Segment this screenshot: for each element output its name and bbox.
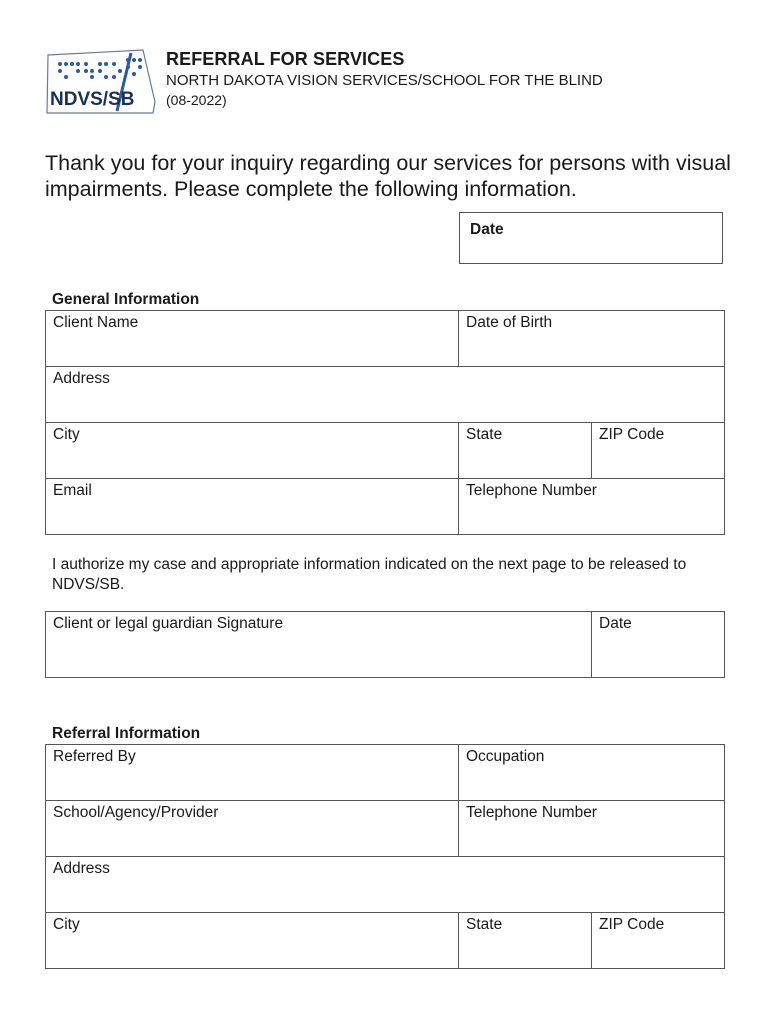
occupation-label: Occupation	[466, 748, 545, 765]
signature-label: Client or legal guardian Signature	[53, 615, 284, 632]
ndvs-sb-logo	[45, 47, 157, 114]
signature-date-label: Date	[599, 615, 632, 632]
logo-graphic	[45, 47, 157, 114]
address-field[interactable]	[46, 367, 725, 423]
general-info-table	[45, 310, 725, 535]
signature-table	[45, 611, 725, 678]
signature-date-field[interactable]	[592, 612, 725, 678]
referral-info-heading: Referral Information	[52, 725, 201, 742]
state-field[interactable]	[459, 423, 592, 479]
referral-zip-field[interactable]	[592, 913, 725, 969]
agency-field[interactable]	[46, 801, 459, 857]
agency-name: NORTH DAKOTA VISION SERVICES/SCHOOL FOR THE BLIND	[166, 72, 603, 89]
referral-telephone-label: Telephone Number	[466, 804, 597, 821]
occupation-field[interactable]	[459, 745, 725, 801]
email-label: Email	[53, 482, 92, 499]
referral-state-label: State	[466, 916, 503, 933]
referred-by-field[interactable]	[46, 745, 459, 801]
date-label: Date	[470, 221, 504, 238]
form-revision: (08-2022)	[166, 92, 227, 108]
referral-city-label: City	[53, 916, 80, 933]
email-field[interactable]	[46, 479, 459, 535]
client-name-label: Client Name	[53, 314, 139, 331]
agency-label: School/Agency/Provider	[53, 804, 219, 821]
intro-text: Thank you for your inquiry regarding our services for persons with visual impairments. Please complete the following information.	[45, 151, 731, 201]
logo-text: NDVS/SB	[50, 89, 135, 110]
dob-label: Date of Birth	[466, 314, 553, 331]
referral-zip-label: ZIP Code	[599, 916, 665, 933]
referral-telephone-field[interactable]	[459, 801, 725, 857]
referral-info-table	[45, 744, 725, 969]
general-info-heading: General Information	[52, 291, 200, 308]
referral-address-label: Address	[53, 860, 110, 877]
referral-address-field[interactable]	[46, 857, 725, 913]
zip-label: ZIP Code	[599, 426, 665, 443]
telephone-field[interactable]	[459, 479, 725, 535]
zip-field[interactable]	[592, 423, 725, 479]
referral-state-field[interactable]	[459, 913, 592, 969]
referred-by-label: Referred By	[53, 748, 136, 765]
referral-city-field[interactable]	[46, 913, 459, 969]
city-field[interactable]	[46, 423, 459, 479]
city-label: City	[53, 426, 80, 443]
dob-field[interactable]	[459, 311, 725, 367]
client-name-field[interactable]	[46, 311, 459, 367]
date-field[interactable]	[459, 212, 723, 264]
address-label: Address	[53, 370, 110, 387]
state-label: State	[466, 426, 503, 443]
authorization-text: I authorize my case and appropriate information indicated on the next page to be released to NDVS/SB.	[52, 556, 687, 593]
form-title: REFERRAL FOR SERVICES	[166, 49, 405, 69]
signature-field[interactable]	[46, 612, 592, 678]
telephone-label: Telephone Number	[466, 482, 597, 499]
